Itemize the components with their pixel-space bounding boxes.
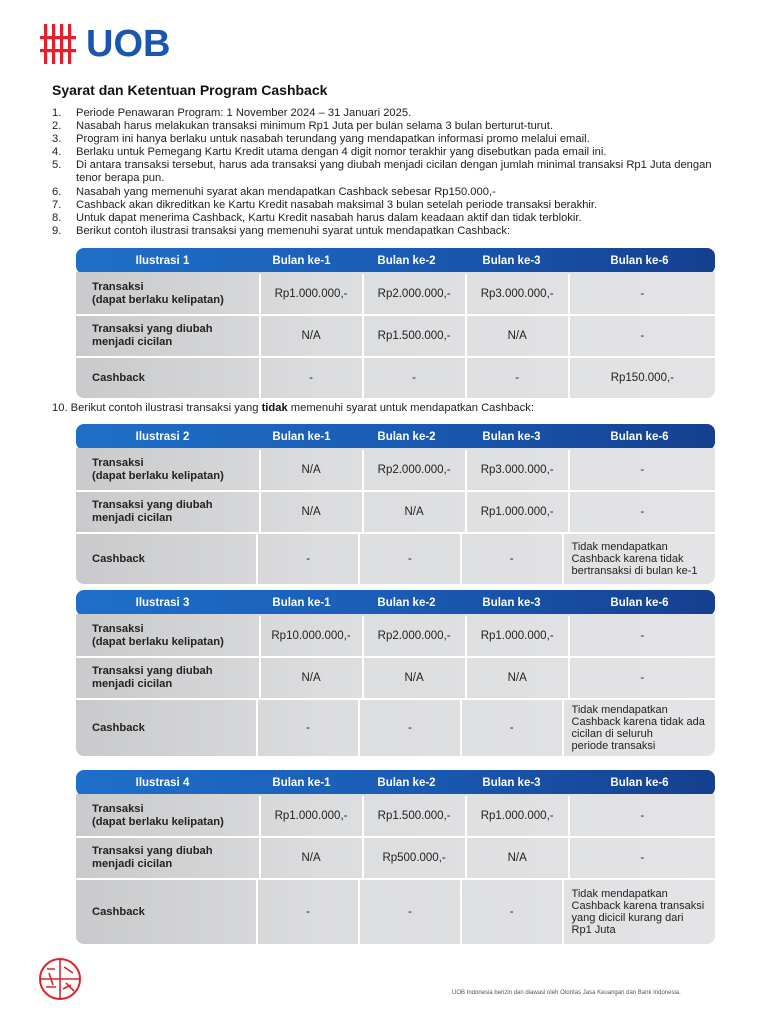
header-cell: Bulan ke-3 <box>482 255 541 267</box>
row-label-text <box>92 623 224 649</box>
term-item <box>52 225 732 238</box>
cell-text: Tidak mendapatkan Cashback karena transaksi yang dicicil kurang dari Rp1 Juta <box>571 887 705 937</box>
page-title: Syarat dan Ketentuan Program Cashback <box>52 82 328 98</box>
header-cell: Bulan ke-3 <box>482 431 541 443</box>
header-cell: Bulan ke-2 <box>377 431 436 443</box>
term-item <box>52 212 732 225</box>
cell-text: - <box>509 906 514 918</box>
cell-text: N/A <box>507 852 527 864</box>
table-header <box>76 248 715 274</box>
table-row <box>76 796 715 836</box>
table-row <box>76 274 715 314</box>
term-text: Periode Penawaran Program: 1 November 2024 – 31 Januari 2025. <box>76 107 412 119</box>
table-cell <box>259 796 362 836</box>
table-cell <box>259 838 362 878</box>
term-item <box>52 133 732 146</box>
term-10-text-post: memenuhi syarat untuk mendapatkan Cashback: <box>287 402 534 414</box>
row-label-text <box>92 281 224 307</box>
table-cell <box>362 450 465 490</box>
row-label <box>76 316 259 356</box>
table-cell <box>259 316 362 356</box>
table-cell <box>256 700 358 756</box>
header-cell: Bulan ke-1 <box>272 597 331 609</box>
table-row <box>76 656 715 698</box>
table-cell <box>362 616 465 656</box>
term-number: 2. <box>52 120 62 133</box>
table-cell <box>259 492 362 532</box>
row-label-line: menjadi cicilan <box>92 512 173 524</box>
cell-text: - <box>640 672 645 684</box>
table-cell <box>568 796 715 836</box>
term-number: 3. <box>52 133 62 146</box>
cell-text: Rp2.000.000,- <box>377 464 451 476</box>
cell-text: Rp1.000.000,- <box>274 810 348 822</box>
terms-list <box>52 107 732 238</box>
cell-text: N/A <box>301 506 321 518</box>
cashback-note <box>562 700 715 756</box>
cell-text: - <box>640 288 645 300</box>
cell-text: N/A <box>301 852 321 864</box>
cell-text: Rp1.000.000,- <box>480 630 554 642</box>
table-header <box>76 590 715 616</box>
cell-text: - <box>306 553 311 565</box>
term-number: 7. <box>52 198 62 211</box>
cell-text: - <box>408 553 412 565</box>
uob-logo <box>40 24 170 64</box>
cell-text: Rp2.000.000,- <box>377 630 451 642</box>
row-label-line: Cashback <box>92 721 145 734</box>
table-cell <box>362 658 465 698</box>
table-cell <box>568 838 715 878</box>
row-label <box>76 450 259 490</box>
cell-text: - <box>640 506 645 518</box>
term-item <box>52 199 732 212</box>
cell-text: Rp2.000.000,- <box>377 288 451 300</box>
term-text: Program ini hanya berlaku untuk nasabah terundang yang mendapatkan informasi promo melalui email. <box>76 133 590 146</box>
table-row <box>76 616 715 656</box>
footer-regulatory-text: UOB Indonesia berizin dan diawasi oleh Otoritas Jasa Keuangan dan Bank Indonesia. <box>452 990 681 996</box>
row-label-line: (dapat berlaku kelipatan) <box>92 294 224 306</box>
row-label-line: Transaksi <box>92 803 144 815</box>
cell-text: N/A <box>507 672 527 684</box>
header-cell: Bulan ke-1 <box>272 777 331 789</box>
header-cell: Bulan ke-1 <box>272 431 331 443</box>
row-label-line: Transaksi <box>92 281 144 293</box>
table-cell <box>362 796 465 836</box>
cell-text: - <box>509 553 514 565</box>
table-cell <box>460 534 562 584</box>
table-row <box>76 314 715 356</box>
cashback-note <box>562 534 715 584</box>
cell-text: N/A <box>404 506 424 518</box>
row-label-line: Transaksi yang diubah <box>92 845 213 857</box>
table-cell <box>465 316 568 356</box>
term-number: 1. <box>52 107 62 119</box>
cell-text: - <box>640 464 645 476</box>
cell-text: - <box>408 906 412 918</box>
row-label-line: Cashback <box>92 905 145 918</box>
table-cell <box>259 450 362 490</box>
table-cell <box>465 358 568 398</box>
illustration-table-4 <box>76 770 715 944</box>
cell-text: - <box>412 372 417 384</box>
header-cell: Bulan ke-6 <box>610 431 669 443</box>
row-label-text <box>92 323 213 349</box>
table-row <box>76 836 715 878</box>
table-cell <box>256 880 358 944</box>
table-cell <box>465 796 568 836</box>
table-cell <box>460 700 562 756</box>
cell-text: - <box>640 330 645 342</box>
table-row <box>76 698 715 756</box>
row-label <box>76 880 256 944</box>
table-cell <box>259 358 362 398</box>
header-cell: Bulan ke-2 <box>377 255 436 267</box>
cell-text: N/A <box>507 330 527 342</box>
cell-text: N/A <box>301 330 321 342</box>
cell-text: - <box>515 372 520 384</box>
table-cell <box>568 450 715 490</box>
cell-text: N/A <box>404 672 424 684</box>
header-cell: Bulan ke-6 <box>610 255 669 267</box>
header-cell: Ilustrasi 3 <box>135 597 190 609</box>
term-10 <box>52 402 534 414</box>
cell-text: - <box>640 810 645 822</box>
table-cell <box>460 880 562 944</box>
row-label-text <box>92 665 213 691</box>
row-label-line: Transaksi yang diubah <box>92 499 213 511</box>
table-cell <box>362 838 465 878</box>
table-cell <box>362 274 465 314</box>
table-cell <box>358 880 460 944</box>
table-row <box>76 450 715 490</box>
header-cell: Bulan ke-3 <box>482 777 541 789</box>
row-label-text <box>92 803 224 829</box>
row-label-text <box>92 906 145 919</box>
cell-text: - <box>309 372 313 384</box>
row-label <box>76 796 259 836</box>
cell-text: Rp1.000.000,- <box>480 506 554 518</box>
cell-text: - <box>306 906 311 918</box>
term-text: Berikut contoh ilustrasi transaksi yang memenuhi syarat untuk mendapatkan Cashback: <box>76 224 511 237</box>
row-label-line: Transaksi yang diubah <box>92 323 213 335</box>
term-item <box>52 159 732 185</box>
row-label <box>76 358 259 398</box>
seal-logo-icon <box>38 957 82 1001</box>
term-item <box>52 107 732 120</box>
cell-text: Rp3.000.000,- <box>480 288 554 300</box>
cell-text: Rp500.000,- <box>382 852 446 864</box>
table-cell <box>568 616 715 656</box>
table-body <box>76 272 715 398</box>
cell-text: Rp150.000,- <box>610 372 674 384</box>
illustration-table-2 <box>76 424 715 584</box>
row-label-text <box>92 845 213 871</box>
header-cell: Bulan ke-6 <box>610 597 669 609</box>
uob-logo-mark-icon <box>40 24 78 64</box>
cell-text: - <box>640 852 645 864</box>
table-cell <box>465 616 568 656</box>
cell-text: Rp1.500.000,- <box>377 810 451 822</box>
term-number: 8. <box>52 211 62 224</box>
row-label-line: Transaksi yang diubah <box>92 665 213 677</box>
table-cell <box>259 616 362 656</box>
header-cell: Ilustrasi 2 <box>135 431 190 443</box>
term-item <box>52 186 732 199</box>
term-text: Cashback akan dikreditkan ke Kartu Kredit nasabah maksimal 3 bulan setelah periode transaksi berakhir. <box>76 198 598 211</box>
row-label <box>76 838 259 878</box>
row-label-line: (dapat berlaku kelipatan) <box>92 816 224 828</box>
term-10-text-pre: 10. Berikut contoh ilustrasi transaksi yang <box>52 402 262 414</box>
row-label-line: menjadi cicilan <box>92 858 173 870</box>
cell-text: - <box>306 722 311 734</box>
row-label-line: (dapat berlaku kelipatan) <box>92 470 224 482</box>
row-label <box>76 658 259 698</box>
cell-text: Rp3.000.000,- <box>480 464 554 476</box>
table-cell <box>465 450 568 490</box>
cashback-note <box>562 880 715 944</box>
cell-text: Tidak mendapatkan Cashback karena tidak bertransaksi di bulan ke-1 <box>571 540 698 578</box>
table-header <box>76 424 715 450</box>
term-10-bold: tidak <box>261 402 288 414</box>
table-cell <box>259 274 362 314</box>
table-row <box>76 356 715 398</box>
row-label-line: Transaksi <box>92 623 144 635</box>
table-cell <box>568 658 715 698</box>
table-cell <box>362 316 465 356</box>
table-row <box>76 532 715 584</box>
table-cell <box>259 658 362 698</box>
table-cell <box>568 358 715 398</box>
term-text: Untuk dapat menerima Cashback, Kartu Kredit nasabah harus dalam keadaan aktif dan tidak terblokir. <box>76 211 582 224</box>
table-body <box>76 794 715 944</box>
row-label-line: (dapat berlaku kelipatan) <box>92 636 224 648</box>
table-body <box>76 448 715 584</box>
term-text: Nasabah yang memenuhi syarat akan mendapatkan Cashback sebesar Rp150.000,- <box>76 185 496 198</box>
term-number: 4. <box>52 146 62 159</box>
row-label-line: menjadi cicilan <box>92 678 173 690</box>
term-number: 5. <box>52 159 62 172</box>
table-header <box>76 770 715 796</box>
row-label-text <box>92 553 145 566</box>
header-cell: Ilustrasi 4 <box>135 777 190 789</box>
header-cell: Bulan ke-2 <box>377 777 436 789</box>
cell-text: Tidak mendapatkan Cashback karena tidak ada cicilan di seluruh periode transaksi <box>571 703 705 753</box>
header-cell: Ilustrasi 1 <box>135 255 190 267</box>
term-text: Berlaku untuk Pemegang Kartu Kredit utama dengan 4 digit nomor terakhir yang disebutkan pada email ini. <box>76 146 607 159</box>
row-label <box>76 492 259 532</box>
cell-text: - <box>509 722 514 734</box>
cell-text: Rp10.000.000,- <box>271 630 351 642</box>
row-label-text <box>92 499 213 525</box>
header-cell: Bulan ke-1 <box>272 255 331 267</box>
term-item <box>52 146 732 159</box>
cell-text: N/A <box>301 672 321 684</box>
illustration-table-1 <box>76 248 715 398</box>
table-row <box>76 490 715 532</box>
table-cell <box>465 492 568 532</box>
term-number: 6. <box>52 185 62 198</box>
cell-text: Rp1.000.000,- <box>274 288 348 300</box>
row-label-text <box>92 372 145 385</box>
table-cell <box>465 274 568 314</box>
header-cell: Bulan ke-2 <box>377 597 436 609</box>
table-body <box>76 614 715 756</box>
table-cell <box>358 534 460 584</box>
cell-text: - <box>408 722 412 734</box>
table-cell <box>465 838 568 878</box>
cell-text: - <box>640 630 645 642</box>
row-label <box>76 274 259 314</box>
row-label <box>76 700 256 756</box>
cell-text: Rp1.500.000,- <box>377 330 451 342</box>
row-label-text <box>92 722 145 735</box>
table-cell <box>362 492 465 532</box>
row-label-line: Cashback <box>92 371 145 384</box>
term-item <box>52 120 732 133</box>
cell-text: Rp1.000.000,- <box>480 810 554 822</box>
illustration-table-3 <box>76 590 715 756</box>
table-cell <box>256 534 358 584</box>
header-cell: Bulan ke-6 <box>610 777 669 789</box>
table-cell <box>568 492 715 532</box>
term-text: Di antara transaksi tersebut, harus ada transaksi yang diubah menjadi cicilan dengan jumlah minimal transaksi Rp1 Juta dengan tenor berapa pun. <box>76 159 712 185</box>
table-row <box>76 878 715 944</box>
table-cell <box>358 700 460 756</box>
row-label <box>76 616 259 656</box>
row-label <box>76 534 256 584</box>
header-cell: Bulan ke-3 <box>482 597 541 609</box>
term-number: 9. <box>52 224 62 237</box>
table-cell <box>568 274 715 314</box>
row-label-line: menjadi cicilan <box>92 336 173 348</box>
term-text: Nasabah harus melakukan transaksi minimum Rp1 Juta per bulan selama 3 bulan berturut-turut. <box>76 120 553 133</box>
uob-logo-text: UOB <box>86 23 171 65</box>
row-label-line: Transaksi <box>92 457 144 469</box>
table-cell <box>362 358 465 398</box>
row-label-line: Cashback <box>92 552 145 565</box>
table-cell <box>465 658 568 698</box>
cell-text: N/A <box>301 464 321 476</box>
row-label-text <box>92 457 224 483</box>
table-cell <box>568 316 715 356</box>
